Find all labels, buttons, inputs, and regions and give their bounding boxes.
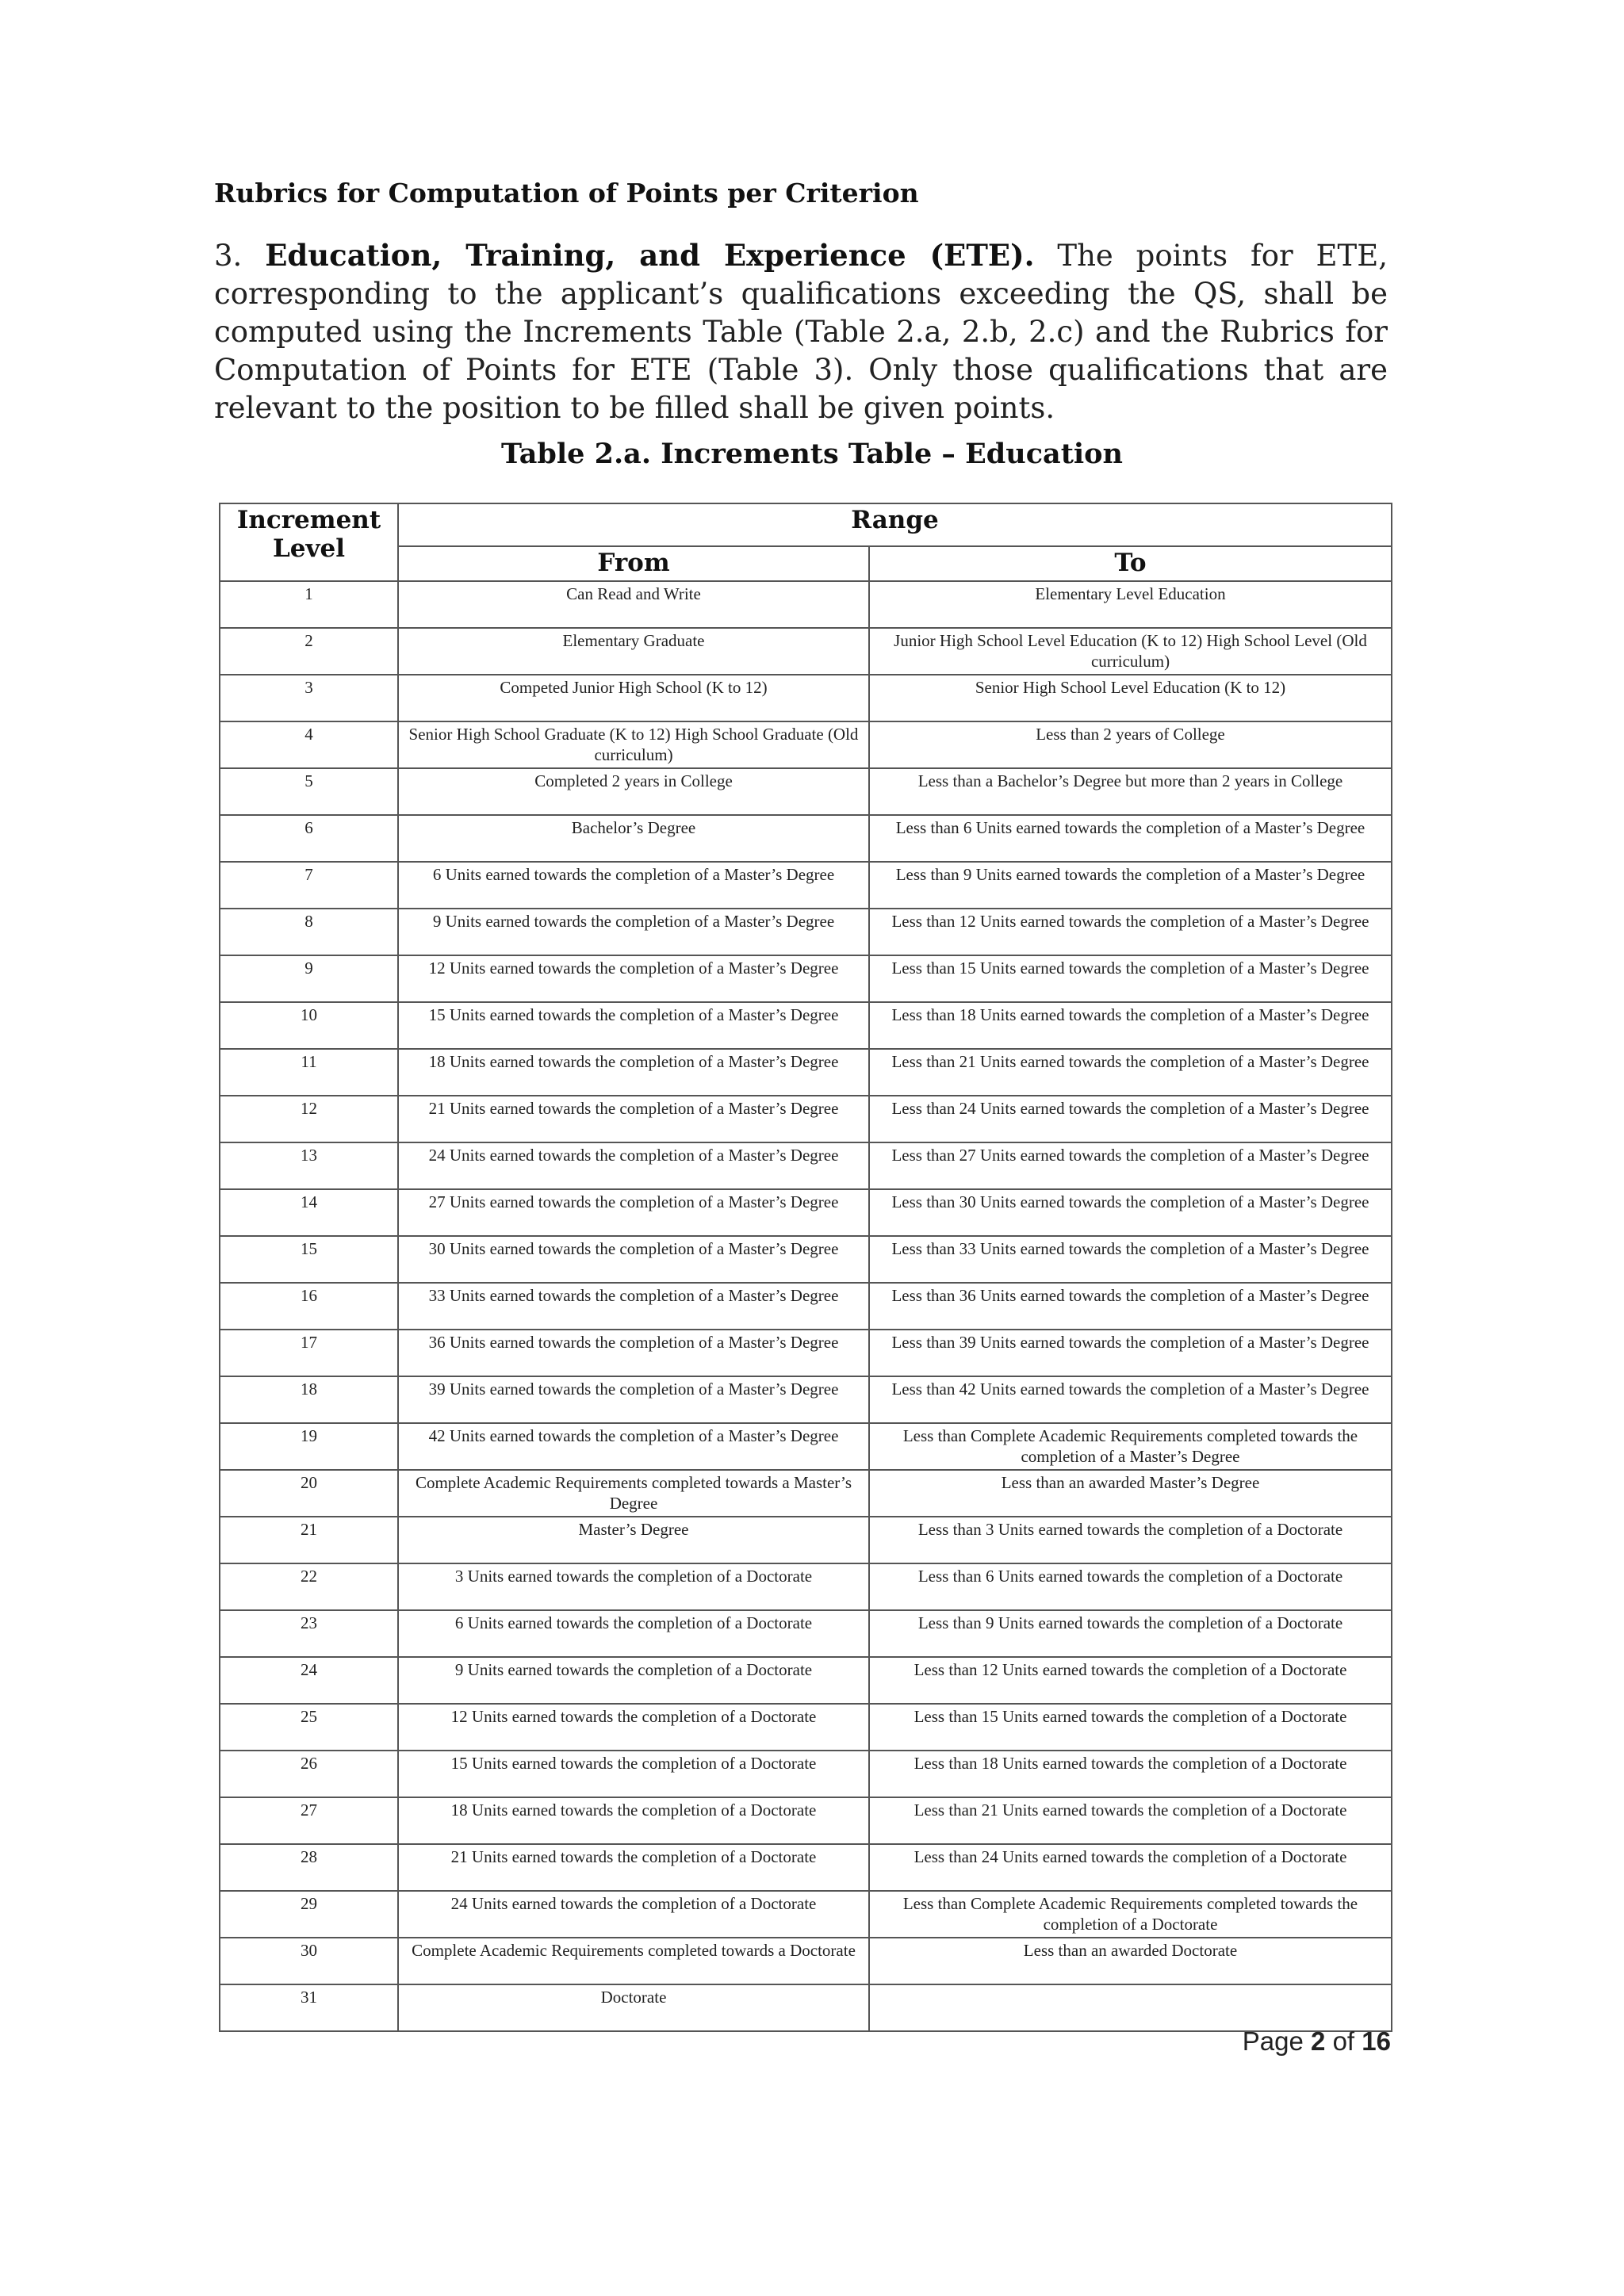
increment-level-cell: 26 bbox=[220, 1751, 398, 1797]
page-number bbox=[1228, 2026, 1391, 2057]
increment-level-cell: 2 bbox=[220, 628, 398, 675]
range-to-cell: Less than 30 Units earned towards the completion of a Master’s Degree bbox=[869, 1189, 1392, 1236]
table-row bbox=[220, 1657, 1392, 1704]
range-to-cell: Less than 9 Units earned towards the completion of a Doctorate bbox=[869, 1610, 1392, 1657]
increment-level-cell: 17 bbox=[220, 1330, 398, 1376]
table-row bbox=[220, 1751, 1392, 1797]
table-title: Table 2.a. Increments Table – Education bbox=[501, 438, 1123, 470]
increments-table bbox=[219, 503, 1392, 2032]
increment-level-cell: 10 bbox=[220, 1002, 398, 1049]
increment-level-cell: 5 bbox=[220, 768, 398, 815]
table-row bbox=[220, 1330, 1392, 1376]
header-increment-level: Increment Level bbox=[220, 503, 398, 581]
paragraph-number: 3. bbox=[214, 239, 243, 273]
range-to-cell: Less than 2 years of College bbox=[869, 721, 1392, 768]
range-from-cell: 12 Units earned towards the completion of a Doctorate bbox=[398, 1704, 869, 1751]
increment-level-cell: 18 bbox=[220, 1376, 398, 1423]
table-row bbox=[220, 1096, 1392, 1142]
paragraph-body: The points for ETE, corresponding to the applicant’s qualifications exceeding the QS, shall be computed using the Increments Table (Table 2.a, 2.b, 2.c) and the Rubrics for Computation of Points for ETE (Table 3). Only those qualifications that are relevant to the position to be filled shall be given points. bbox=[214, 239, 1388, 425]
table-row bbox=[220, 955, 1392, 1002]
increment-level-cell: 21 bbox=[220, 1517, 398, 1563]
range-to-cell: Senior High School Level Education (K to 12) bbox=[869, 675, 1392, 721]
table-row bbox=[220, 1376, 1392, 1423]
range-from-cell: 15 Units earned towards the completion of a Master’s Degree bbox=[398, 1002, 869, 1049]
range-from-cell: Can Read and Write bbox=[398, 581, 869, 628]
range-from-cell: 6 Units earned towards the completion of a Doctorate bbox=[398, 1610, 869, 1657]
range-to-cell bbox=[869, 1984, 1392, 2031]
range-to-cell: Less than 6 Units earned towards the completion of a Master’s Degree bbox=[869, 815, 1392, 862]
range-to-cell: Less than 36 Units earned towards the completion of a Master’s Degree bbox=[869, 1283, 1392, 1330]
table-row bbox=[220, 1704, 1392, 1751]
increment-level-cell: 15 bbox=[220, 1236, 398, 1283]
header-to: To bbox=[869, 546, 1392, 581]
range-to-cell: Less than an awarded Doctorate bbox=[869, 1938, 1392, 1984]
table-row bbox=[220, 628, 1392, 675]
table-row bbox=[220, 1189, 1392, 1236]
increment-level-cell: 30 bbox=[220, 1938, 398, 1984]
increment-level-cell: 20 bbox=[220, 1470, 398, 1517]
increment-level-cell: 28 bbox=[220, 1844, 398, 1891]
page-word: Page bbox=[1242, 2026, 1304, 2056]
table-row bbox=[220, 1002, 1392, 1049]
increment-level-cell: 13 bbox=[220, 1142, 398, 1189]
range-to-cell: Less than 9 Units earned towards the completion of a Master’s Degree bbox=[869, 862, 1392, 909]
range-to-cell: Less than 33 Units earned towards the completion of a Master’s Degree bbox=[869, 1236, 1392, 1283]
increment-level-cell: 8 bbox=[220, 909, 398, 955]
range-to-cell: Less than 24 Units earned towards the completion of a Doctorate bbox=[869, 1844, 1392, 1891]
range-to-cell: Less than 12 Units earned towards the completion of a Doctorate bbox=[869, 1657, 1392, 1704]
increment-level-cell: 25 bbox=[220, 1704, 398, 1751]
increment-level-cell: 22 bbox=[220, 1563, 398, 1610]
table-row bbox=[220, 1891, 1392, 1938]
range-from-cell: 18 Units earned towards the completion of a Master’s Degree bbox=[398, 1049, 869, 1096]
range-from-cell: 33 Units earned towards the completion of a Master’s Degree bbox=[398, 1283, 869, 1330]
increment-level-cell: 27 bbox=[220, 1797, 398, 1844]
range-from-cell: Bachelor’s Degree bbox=[398, 815, 869, 862]
current-page: 2 bbox=[1311, 2026, 1326, 2056]
range-to-cell: Less than a Bachelor’s Degree but more than 2 years in College bbox=[869, 768, 1392, 815]
range-to-cell: Less than Complete Academic Requirements completed towards the completion of a Master’s Degree bbox=[869, 1423, 1392, 1470]
range-from-cell: 9 Units earned towards the completion of a Doctorate bbox=[398, 1657, 869, 1704]
range-from-cell: 12 Units earned towards the completion of a Master’s Degree bbox=[398, 955, 869, 1002]
increment-level-cell: 31 bbox=[220, 1984, 398, 2031]
range-to-cell: Less than 42 Units earned towards the completion of a Master’s Degree bbox=[869, 1376, 1392, 1423]
range-to-cell: Less than 6 Units earned towards the completion of a Doctorate bbox=[869, 1563, 1392, 1610]
range-from-cell: Master’s Degree bbox=[398, 1517, 869, 1563]
paragraph-lead: Education, Training, and Experience (ETE). bbox=[265, 238, 1035, 273]
increment-level-cell: 16 bbox=[220, 1283, 398, 1330]
table-row bbox=[220, 1563, 1392, 1610]
range-to-cell: Less than 21 Units earned towards the completion of a Doctorate bbox=[869, 1797, 1392, 1844]
table-row bbox=[220, 675, 1392, 721]
total-pages: 16 bbox=[1362, 2026, 1391, 2056]
ete-paragraph bbox=[214, 236, 1388, 427]
range-to-cell: Less than 21 Units earned towards the completion of a Master’s Degree bbox=[869, 1049, 1392, 1096]
increment-level-cell: 6 bbox=[220, 815, 398, 862]
range-from-cell: Complete Academic Requirements completed towards a Master’s Degree bbox=[398, 1470, 869, 1517]
table-row bbox=[220, 1797, 1392, 1844]
range-to-cell: Less than 18 Units earned towards the completion of a Master’s Degree bbox=[869, 1002, 1392, 1049]
table-row bbox=[220, 1984, 1392, 2031]
increment-level-cell: 11 bbox=[220, 1049, 398, 1096]
range-to-cell: Less than 39 Units earned towards the completion of a Master’s Degree bbox=[869, 1330, 1392, 1376]
range-from-cell: 3 Units earned towards the completion of a Doctorate bbox=[398, 1563, 869, 1610]
of-word: of bbox=[1332, 2026, 1355, 2056]
table-row bbox=[220, 581, 1392, 628]
range-from-cell: 27 Units earned towards the completion of a Master’s Degree bbox=[398, 1189, 869, 1236]
range-to-cell: Less than 18 Units earned towards the completion of a Doctorate bbox=[869, 1751, 1392, 1797]
increment-level-cell: 7 bbox=[220, 862, 398, 909]
range-to-cell: Less than 12 Units earned towards the completion of a Master’s Degree bbox=[869, 909, 1392, 955]
range-to-cell: Less than 24 Units earned towards the completion of a Master’s Degree bbox=[869, 1096, 1392, 1142]
increment-level-cell: 1 bbox=[220, 581, 398, 628]
increment-level-cell: 14 bbox=[220, 1189, 398, 1236]
range-to-cell: Less than 15 Units earned towards the completion of a Master’s Degree bbox=[869, 955, 1392, 1002]
table-row bbox=[220, 1236, 1392, 1283]
table-row bbox=[220, 768, 1392, 815]
range-from-cell: 30 Units earned towards the completion of a Master’s Degree bbox=[398, 1236, 869, 1283]
increment-level-cell: 9 bbox=[220, 955, 398, 1002]
range-from-cell: Competed Junior High School (K to 12) bbox=[398, 675, 869, 721]
range-from-cell: 42 Units earned towards the completion of a Master’s Degree bbox=[398, 1423, 869, 1470]
table-row bbox=[220, 1423, 1392, 1470]
range-from-cell: 6 Units earned towards the completion of a Master’s Degree bbox=[398, 862, 869, 909]
increment-level-cell: 4 bbox=[220, 721, 398, 768]
range-from-cell: 39 Units earned towards the completion of a Master’s Degree bbox=[398, 1376, 869, 1423]
increment-level-cell: 24 bbox=[220, 1657, 398, 1704]
table-row bbox=[220, 1938, 1392, 1984]
range-from-cell: 9 Units earned towards the completion of a Master’s Degree bbox=[398, 909, 869, 955]
table-body bbox=[220, 581, 1392, 2031]
section-heading: Rubrics for Computation of Points per Criterion bbox=[214, 178, 919, 209]
increment-level-cell: 23 bbox=[220, 1610, 398, 1657]
table-row bbox=[220, 1610, 1392, 1657]
range-to-cell: Less than 27 Units earned towards the completion of a Master’s Degree bbox=[869, 1142, 1392, 1189]
table-row bbox=[220, 1049, 1392, 1096]
table-row bbox=[220, 1844, 1392, 1891]
range-to-cell: Less than 3 Units earned towards the completion of a Doctorate bbox=[869, 1517, 1392, 1563]
increment-level-cell: 3 bbox=[220, 675, 398, 721]
table-row bbox=[220, 862, 1392, 909]
increment-level-cell: 12 bbox=[220, 1096, 398, 1142]
range-from-cell: Completed 2 years in College bbox=[398, 768, 869, 815]
range-to-cell: Elementary Level Education bbox=[869, 581, 1392, 628]
range-from-cell: 24 Units earned towards the completion of a Doctorate bbox=[398, 1891, 869, 1938]
table-row bbox=[220, 1283, 1392, 1330]
range-from-cell: 21 Units earned towards the completion of a Doctorate bbox=[398, 1844, 869, 1891]
table-row bbox=[220, 909, 1392, 955]
range-to-cell: Less than Complete Academic Requirements completed towards the completion of a Doctorate bbox=[869, 1891, 1392, 1938]
table-row bbox=[220, 721, 1392, 768]
range-from-cell: 18 Units earned towards the completion of a Doctorate bbox=[398, 1797, 869, 1844]
table-row bbox=[220, 1470, 1392, 1517]
range-to-cell: Junior High School Level Education (K to 12) High School Level (Old curriculum) bbox=[869, 628, 1392, 675]
range-from-cell: 24 Units earned towards the completion of a Master’s Degree bbox=[398, 1142, 869, 1189]
table-row bbox=[220, 1517, 1392, 1563]
range-from-cell: Elementary Graduate bbox=[398, 628, 869, 675]
range-from-cell: 15 Units earned towards the completion of a Doctorate bbox=[398, 1751, 869, 1797]
increment-level-cell: 29 bbox=[220, 1891, 398, 1938]
table-row bbox=[220, 1142, 1392, 1189]
increment-level-cell: 19 bbox=[220, 1423, 398, 1470]
range-from-cell: 36 Units earned towards the completion of a Master’s Degree bbox=[398, 1330, 869, 1376]
range-from-cell: Doctorate bbox=[398, 1984, 869, 2031]
table-row bbox=[220, 815, 1392, 862]
range-from-cell: 21 Units earned towards the completion of a Master’s Degree bbox=[398, 1096, 869, 1142]
header-from: From bbox=[398, 546, 869, 581]
range-from-cell: Complete Academic Requirements completed towards a Doctorate bbox=[398, 1938, 869, 1984]
range-from-cell: Senior High School Graduate (K to 12) High School Graduate (Old curriculum) bbox=[398, 721, 869, 768]
range-to-cell: Less than 15 Units earned towards the completion of a Doctorate bbox=[869, 1704, 1392, 1751]
range-to-cell: Less than an awarded Master’s Degree bbox=[869, 1470, 1392, 1517]
header-range: Range bbox=[398, 503, 1392, 546]
